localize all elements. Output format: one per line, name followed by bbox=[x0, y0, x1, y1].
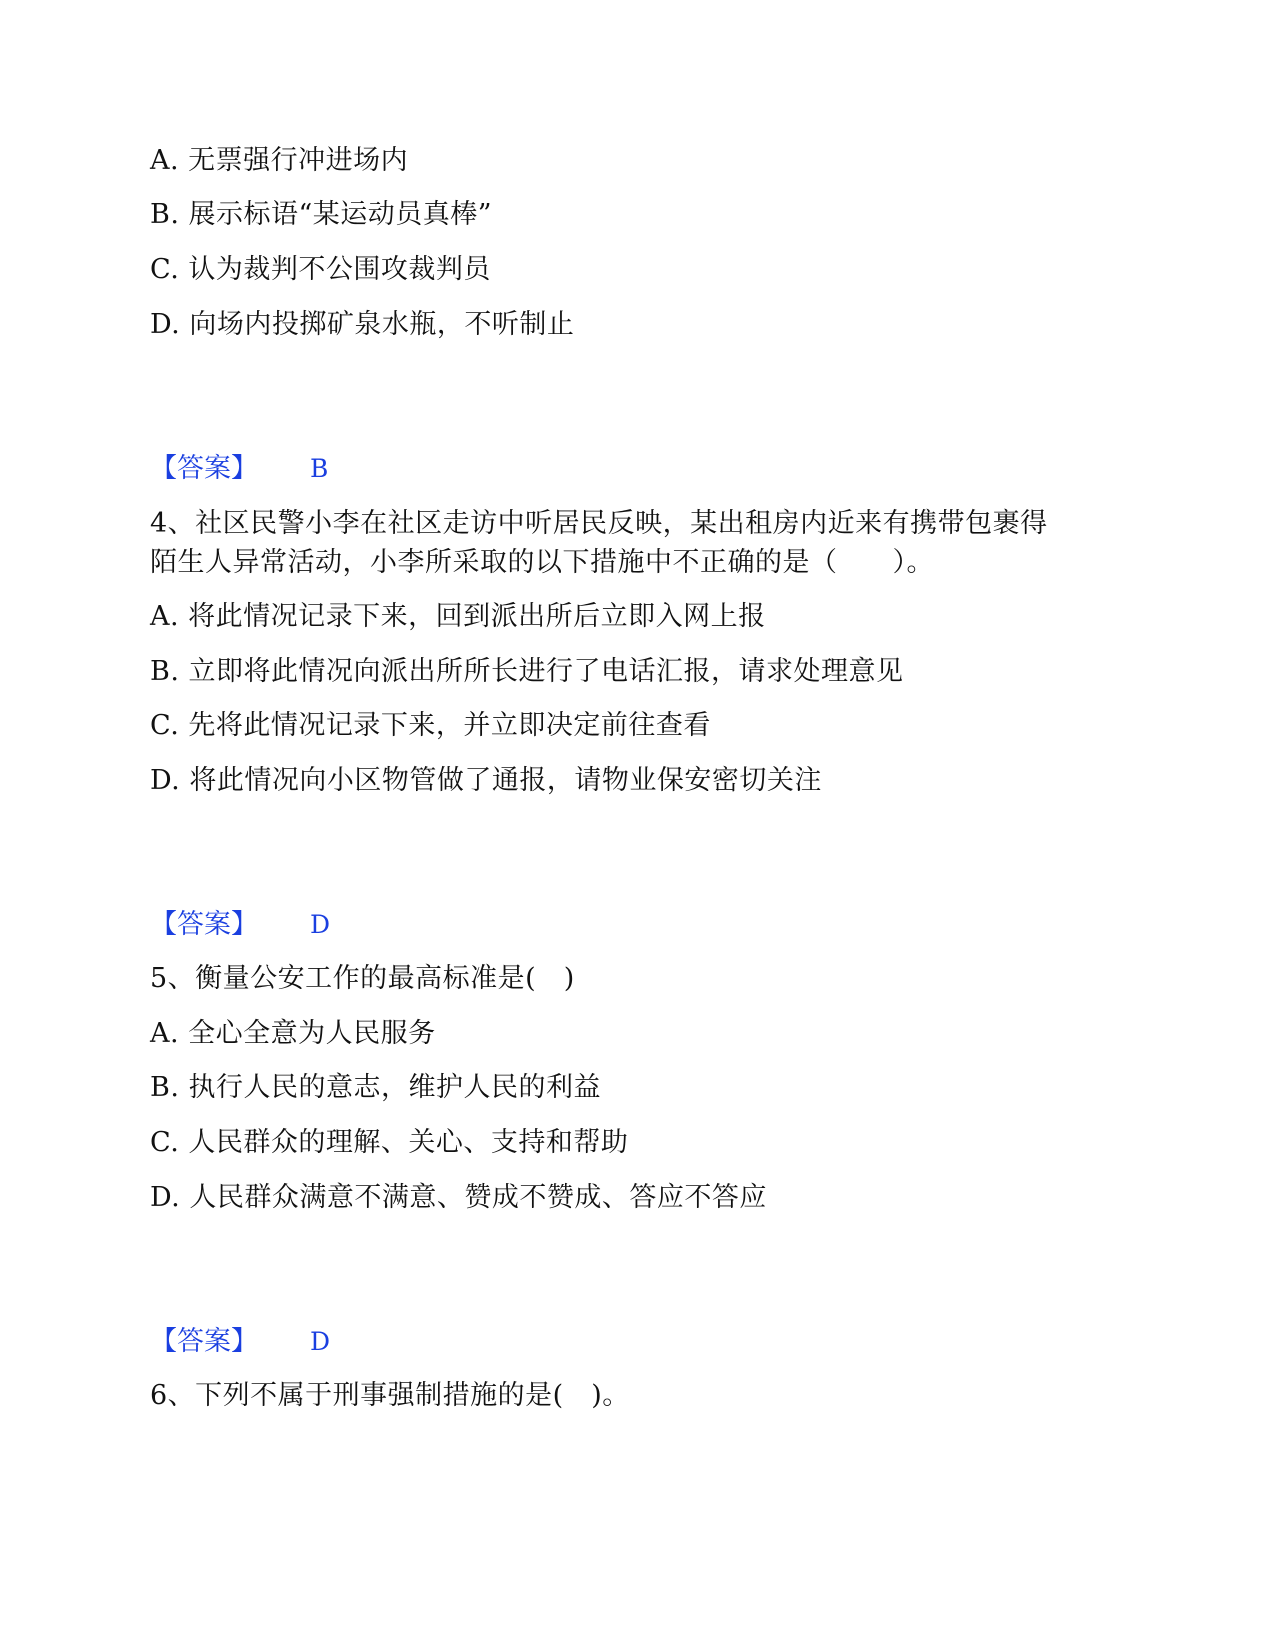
q4-option-d: D. 将此情况向小区物管做了通报，请物业保安密切关注 bbox=[150, 765, 822, 796]
answer-tag: 【答案】 bbox=[150, 909, 258, 940]
q4-option-c: C. 先将此情况记录下来，并立即决定前往查看 bbox=[150, 710, 711, 741]
q3-option-a: A. 无票强行冲进场内 bbox=[150, 145, 409, 176]
q5-stem: 5、衡量公安工作的最高标准是( ) bbox=[150, 963, 575, 994]
q3-option-c: C. 认为裁判不公围攻裁判员 bbox=[150, 254, 491, 285]
answer-value: B bbox=[310, 454, 329, 483]
answer-value: D bbox=[310, 910, 331, 939]
q5-option-d: D. 人民群众满意不满意、赞成不赞成、答应不答应 bbox=[150, 1182, 767, 1213]
answer-tag: 【答案】 bbox=[150, 453, 258, 484]
q4-answer bbox=[150, 906, 330, 944]
q3-option-d: D. 向场内投掷矿泉水瓶，不听制止 bbox=[150, 309, 575, 340]
q5-answer bbox=[150, 1323, 330, 1361]
q4-option-b: B. 立即将此情况向派出所所长进行了电话汇报，请求处理意见 bbox=[150, 656, 904, 687]
q3-option-b: B. 展示标语“某运动员真棒” bbox=[150, 199, 493, 230]
q5-option-b: B. 执行人民的意志，维护人民的利益 bbox=[150, 1072, 602, 1103]
answer-value: D bbox=[310, 1327, 331, 1356]
q3-answer bbox=[150, 450, 328, 488]
q4-option-a: A. 将此情况记录下来，回到派出所后立即入网上报 bbox=[150, 601, 766, 632]
q5-option-a: A. 全心全意为人民服务 bbox=[150, 1018, 436, 1049]
q5-option-c: C. 人民群众的理解、关心、支持和帮助 bbox=[150, 1127, 629, 1158]
q4-stem-line2: 陌生人异常活动，小李所采取的以下措施中不正确的是（ ）。 bbox=[150, 547, 934, 578]
answer-tag: 【答案】 bbox=[150, 1326, 258, 1357]
q6-stem: 6、下列不属于刑事强制措施的是( )。 bbox=[150, 1380, 630, 1411]
q4-stem-line1: 4、社区民警小李在社区走访中听居民反映，某出租房内近来有携带包裹得 bbox=[150, 508, 1048, 539]
